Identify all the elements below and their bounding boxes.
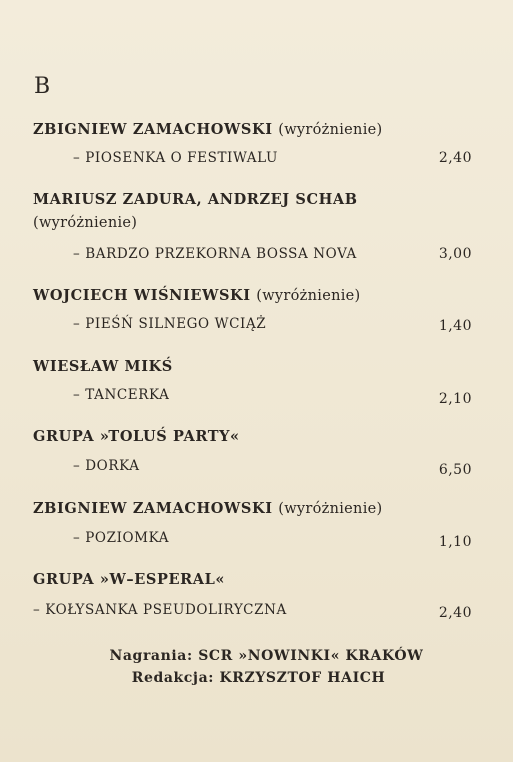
track-artist: MARIUSZ ZADURA, ANDRZEJ SCHAB	[33, 191, 358, 208]
track-title: – PIEŚŃ SILNEGO WCIĄŻ	[73, 316, 267, 332]
track-title: – POZIOMKA	[73, 530, 170, 546]
credits-block	[0, 645, 513, 689]
track-artist: ZBIGNIEW ZAMACHOWSKI (wyróżnienie)	[33, 500, 383, 517]
track-duration: 6,50	[438, 462, 472, 478]
track-title: – PIOSENKA O FESTIWALU	[73, 150, 278, 166]
track-artist: WIESŁAW MIKŚ	[33, 358, 173, 375]
track-duration: 2,40	[438, 150, 472, 166]
track-duration: 1,10	[438, 534, 472, 550]
side-label: B	[34, 74, 51, 99]
award-note: (wyróżnienie)	[256, 288, 361, 304]
track-artist: GRUPA »W–ESPERAL«	[33, 571, 226, 588]
track-title: – DORKA	[73, 458, 140, 474]
recordings-credit: Nagrania: SCR »NOWINKI« KRAKÓW	[109, 648, 424, 664]
track-duration: 3,00	[438, 246, 472, 262]
track-title: – TANCERKA	[73, 387, 170, 403]
track-duration: 1,40	[438, 318, 472, 334]
track-duration: 2,40	[438, 605, 472, 621]
track-duration: 2,10	[438, 391, 472, 407]
award-note: (wyróżnienie)	[33, 215, 138, 231]
track-title: – BARDZO PRZEKORNA BOSSA NOVA	[73, 246, 357, 262]
track-title: – KOŁYSANKA PSEUDOLIRYCZNA	[33, 602, 287, 618]
track-artist: ZBIGNIEW ZAMACHOWSKI (wyróżnienie)	[33, 121, 383, 138]
track-artist: WOJCIECH WIŚNIEWSKI (wyróżnienie)	[33, 287, 361, 304]
track-artist: GRUPA »TOLUŚ PARTY«	[33, 428, 240, 445]
award-note: (wyróżnienie)	[278, 122, 383, 138]
editor-credit: Redakcja: KRZYSZTOF HAICH	[131, 670, 386, 686]
award-note: (wyróżnienie)	[278, 501, 383, 517]
